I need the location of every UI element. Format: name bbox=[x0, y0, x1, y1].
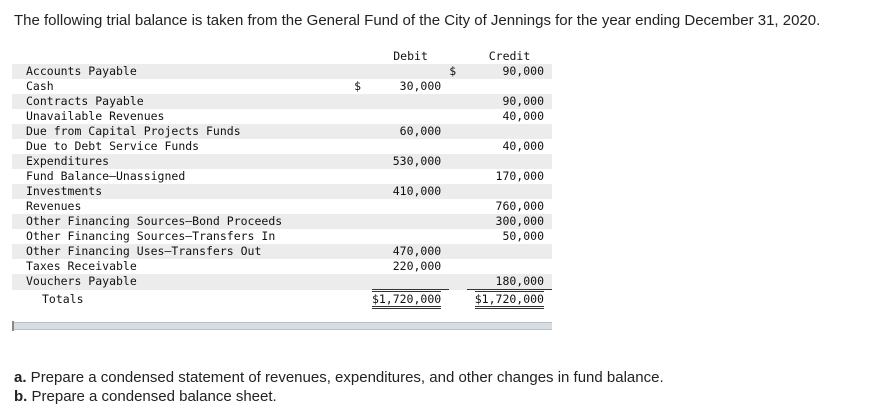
trial-balance-table bbox=[12, 48, 552, 307]
debit-currency bbox=[354, 169, 372, 184]
credit-currency bbox=[449, 214, 467, 229]
question-b: b. Prepare a condensed balance sheet. bbox=[14, 388, 277, 405]
debit-currency bbox=[354, 274, 372, 290]
credit-header: Credit bbox=[488, 48, 531, 63]
account-name: Contracts Payable bbox=[12, 94, 354, 109]
account-name: Accounts Payable bbox=[12, 64, 354, 79]
credit-amount bbox=[467, 124, 552, 139]
credit-amount: 760,000 bbox=[495, 199, 544, 213]
credit-currency bbox=[449, 184, 467, 199]
debit-amount bbox=[372, 199, 449, 214]
table-row bbox=[12, 64, 552, 79]
account-name: Revenues bbox=[26, 199, 82, 213]
problem-intro: The following trial balance is taken from the General Fund of the City of Jennings for the year ending December 31, 2020. bbox=[14, 12, 821, 29]
credit-amount: 180,000 bbox=[467, 274, 552, 290]
table-row bbox=[12, 124, 552, 139]
credit-currency bbox=[449, 259, 467, 274]
account-name: Due from Capital Projects Funds bbox=[12, 124, 354, 139]
debit-amount bbox=[372, 139, 449, 154]
totals-row bbox=[12, 290, 552, 308]
horizontal-scrollbar[interactable] bbox=[12, 322, 552, 330]
debit-currency bbox=[354, 139, 372, 154]
debit-currency bbox=[354, 109, 372, 124]
debit-currency bbox=[354, 259, 372, 274]
debit-currency bbox=[354, 199, 372, 214]
account-name: Unavailable Revenues bbox=[26, 109, 165, 123]
table-row bbox=[12, 79, 552, 94]
table-row bbox=[12, 259, 552, 274]
debit-currency bbox=[354, 64, 372, 79]
credit-currency bbox=[449, 169, 467, 184]
debit-currency bbox=[354, 94, 372, 109]
credit-amount bbox=[467, 259, 552, 274]
totals-credit: $1,720,000 bbox=[467, 290, 552, 308]
credit-currency bbox=[449, 274, 467, 290]
credit-currency bbox=[449, 124, 467, 139]
account-name: Other Financing Sources—Bond Proceeds bbox=[12, 214, 354, 229]
account-name: Expenditures bbox=[12, 154, 354, 169]
totals-debit: $1,720,000 bbox=[372, 290, 449, 308]
account-name: Due to Debt Service Funds bbox=[26, 139, 200, 153]
debit-currency: $ bbox=[354, 79, 362, 93]
table-header-row bbox=[12, 48, 552, 64]
debit-amount bbox=[372, 64, 449, 79]
account-name: Vouchers Payable bbox=[12, 274, 354, 290]
debit-amount bbox=[372, 214, 449, 229]
credit-amount: 40,000 bbox=[502, 109, 544, 123]
debit-currency bbox=[354, 214, 372, 229]
credit-amount: 90,000 bbox=[467, 94, 552, 109]
totals-label: Totals bbox=[42, 291, 84, 306]
debit-amount: 410,000 bbox=[372, 184, 449, 199]
debit-amount bbox=[372, 274, 449, 290]
credit-amount bbox=[467, 154, 552, 169]
credit-amount: 90,000 bbox=[467, 64, 552, 79]
debit-amount: 220,000 bbox=[392, 259, 442, 273]
credit-currency bbox=[449, 199, 467, 214]
credit-amount: 170,000 bbox=[495, 169, 544, 183]
credit-amount: 40,000 bbox=[502, 139, 544, 153]
credit-currency bbox=[449, 244, 467, 259]
debit-header: Debit bbox=[393, 48, 428, 63]
table-row bbox=[12, 214, 552, 229]
debit-currency bbox=[354, 124, 372, 139]
questions bbox=[14, 368, 664, 406]
table-row bbox=[12, 244, 552, 259]
table-row bbox=[12, 199, 552, 214]
table-row bbox=[12, 94, 552, 109]
account-name: Other Financing Sources—Transfers In bbox=[26, 229, 276, 243]
credit-currency bbox=[449, 79, 467, 94]
debit-amount: 470,000 bbox=[372, 244, 449, 259]
table-row bbox=[12, 274, 552, 290]
account-name: Investments bbox=[12, 184, 354, 199]
debit-amount: 30,000 bbox=[399, 79, 442, 93]
account-name: Cash bbox=[26, 79, 54, 93]
table-row bbox=[12, 139, 552, 154]
credit-amount: 300,000 bbox=[467, 214, 552, 229]
debit-currency bbox=[354, 244, 372, 259]
credit-currency bbox=[449, 229, 467, 244]
debit-amount bbox=[372, 94, 449, 109]
account-name: Fund Balance—Unassigned bbox=[26, 169, 186, 183]
debit-amount bbox=[372, 169, 449, 184]
table-row bbox=[12, 169, 552, 184]
account-name: Taxes Receivable bbox=[26, 259, 137, 273]
credit-currency bbox=[449, 139, 467, 154]
debit-currency bbox=[354, 229, 372, 244]
table-row bbox=[12, 229, 552, 244]
credit-amount: 50,000 bbox=[502, 229, 544, 243]
debit-amount bbox=[372, 229, 449, 244]
credit-amount bbox=[467, 244, 552, 259]
table-row bbox=[12, 109, 552, 124]
credit-currency: $ bbox=[449, 64, 467, 79]
debit-currency bbox=[354, 154, 372, 169]
debit-amount bbox=[372, 109, 449, 124]
credit-currency bbox=[449, 109, 467, 124]
table-row bbox=[12, 184, 552, 199]
account-name: Other Financing Uses—Transfers Out bbox=[12, 244, 354, 259]
credit-currency bbox=[449, 94, 467, 109]
question-a: a. Prepare a condensed statement of revenues, expenditures, and other changes in fund balance. bbox=[14, 369, 664, 386]
credit-currency bbox=[449, 154, 467, 169]
debit-amount: 530,000 bbox=[372, 154, 449, 169]
debit-currency bbox=[354, 184, 372, 199]
credit-amount bbox=[467, 79, 552, 94]
credit-amount bbox=[467, 184, 552, 199]
debit-amount: 60,000 bbox=[372, 124, 449, 139]
table-row bbox=[12, 154, 552, 169]
